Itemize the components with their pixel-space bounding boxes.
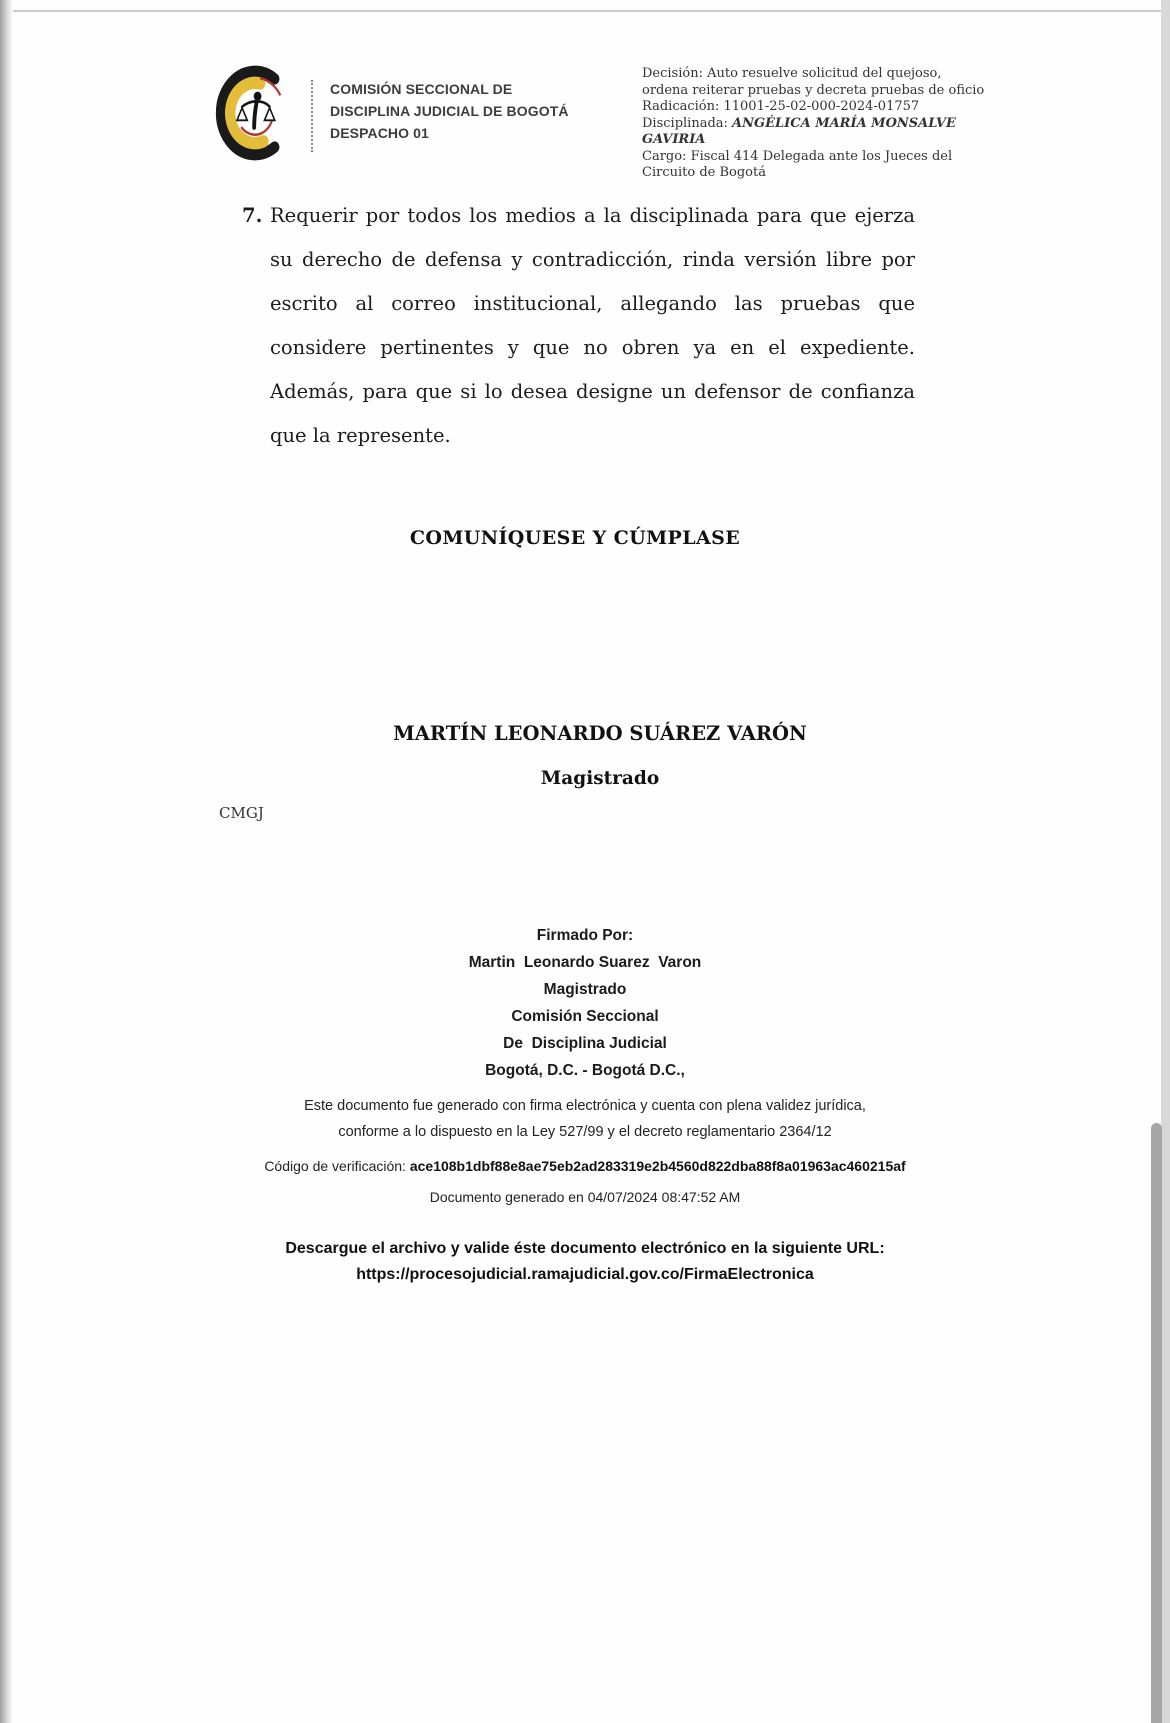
signer-title: Magistrado — [540, 768, 660, 789]
disciplinada-name-cont: GAVIRIA — [642, 132, 706, 147]
verification-code-row — [150, 1158, 1020, 1174]
verification-label: Código de verificación: — [264, 1158, 410, 1174]
esignature-line: Comisión Seccional — [511, 1008, 659, 1025]
cargo-line: Circuito de Bogotá — [642, 165, 766, 180]
cargo-line: Cargo: Fiscal 414 Delegada ante los Jueces del — [642, 148, 953, 164]
esignature-block — [230, 922, 940, 1084]
esignature-line: Magistrado — [543, 981, 627, 998]
scales-of-justice-icon — [209, 54, 301, 170]
org-name-line: DISCIPLINA JUDICIAL DE BOGOTÁ — [330, 103, 569, 119]
page-top-edge — [13, 10, 1170, 12]
esignature-line: De Disciplina Judicial — [503, 1035, 667, 1052]
esignature-line: Martin Leonardo Suarez Varon — [468, 954, 702, 971]
validation-url[interactable]: https://procesojudicial.ramajudicial.gov.co/FirmaElectronica — [356, 1266, 814, 1283]
validity-line: conforme a lo dispuesto en la Ley 527/99 y el decreto reglamentario 2364/12 — [338, 1123, 832, 1140]
validity-note — [180, 1094, 990, 1145]
decision-line: Decisión: Auto resuelve solicitud del quejoso, — [642, 66, 942, 81]
numbered-paragraph — [242, 194, 917, 458]
case-info-block — [642, 66, 987, 182]
radicacion-line: Radicación: 11001-25-02-000-2024-01757 — [642, 99, 920, 114]
decision-line: ordena reiterar pruebas y decreta pruebas de oficio — [642, 82, 985, 98]
esignature-line: Firmado Por: — [536, 927, 634, 944]
generated-timestamp: Documento generado en 04/07/2024 08:47:52 AM — [429, 1189, 741, 1205]
org-name-line: COMISIÓN SECCIONAL DE — [330, 81, 513, 97]
org-name-line: DESPACHO 01 — [330, 125, 429, 141]
disciplinada-name: ANGÉLICA MARÍA MONSALVE — [732, 115, 956, 131]
header-dotted-divider — [311, 80, 313, 152]
validity-line: Este documento fue generado con firma electrónica y cuenta con plena validez jurídica, — [304, 1098, 866, 1114]
page-left-shadow — [0, 0, 13, 1723]
scrollbar-thumb[interactable] — [1151, 1123, 1162, 1723]
org-name-block — [330, 78, 569, 144]
paragraph-text: Requerir por todos los medios a la disciplinada para que ejerza su derecho de defensa y contradicción, rinda versión libre por escrito al correo institucional, allegando las pruebas que considere pertinentes y que no obren ya en el expediente. Además, para que si lo desea designe un defensor de confianza que la represente. — [270, 204, 915, 447]
esignature-line: Bogotá, D.C. - Bogotá D.C., — [485, 1062, 685, 1079]
disciplinada-label: Disciplinada: — [642, 115, 733, 131]
institution-logo — [209, 54, 301, 170]
verification-code: ace108b1dbf88e8ae75eb2ad283319e2b4560d822dba88f8a01963ac460215af — [409, 1158, 906, 1174]
order-line: COMUNÍQUESE Y CÚMPLASE — [409, 527, 741, 549]
scrollbar-track[interactable] — [1161, 0, 1170, 1723]
download-note: Descargue el archivo y valide éste documento electrónico en la siguiente URL: — [285, 1240, 885, 1257]
disciplinada-line — [642, 116, 987, 133]
clerk-initials: CMGJ — [219, 804, 264, 822]
signer-name: MARTÍN LEONARDO SUÁREZ VARÓN — [393, 722, 807, 745]
paragraph-number: 7. — [242, 204, 263, 227]
